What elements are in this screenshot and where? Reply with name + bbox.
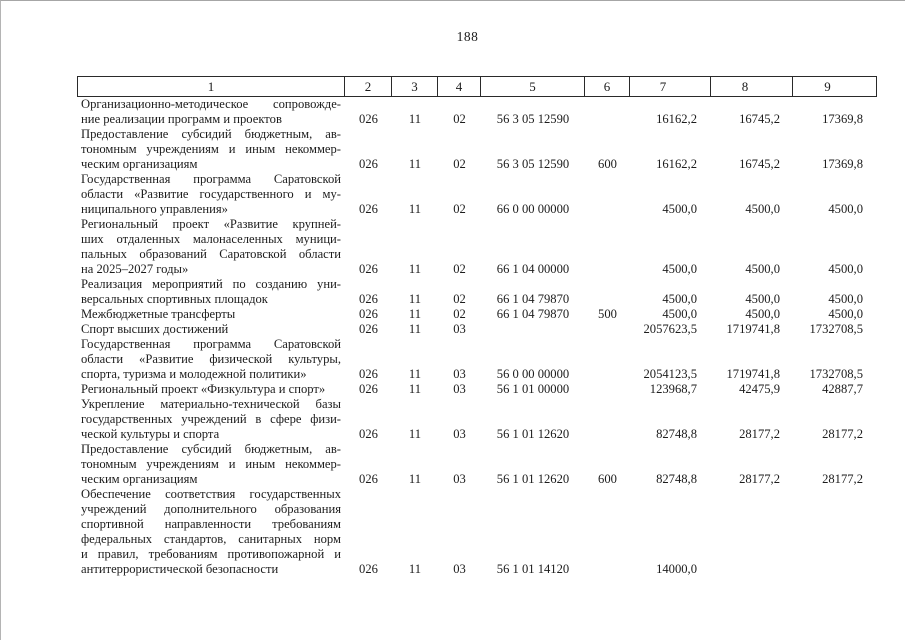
program-name-cell (77, 217, 345, 277)
col8-amount-cell: 4500,0 (745, 292, 780, 306)
col6-expense-type-cell: 500 (598, 307, 617, 321)
col9-amount-cell: 17369,8 (822, 157, 863, 171)
col3-code-cell: 11 (408, 112, 422, 126)
col2-code-cell: 026 (359, 322, 378, 336)
table-row (77, 217, 877, 277)
program-name-line: Предоставление субсидий бюджетным, ав- (81, 442, 341, 456)
col4-code-cell: 03 (453, 562, 466, 576)
page-number: 188 (456, 29, 479, 44)
table-header-row (77, 76, 877, 97)
col8-amount-cell: 1719741,8 (726, 367, 780, 381)
col6-expense-type-cell: 600 (598, 472, 617, 486)
col2-code-cell: 026 (359, 202, 378, 216)
table-row (77, 337, 877, 382)
program-name-line: ческим организациям (81, 472, 198, 486)
table-row (77, 382, 877, 397)
program-name-cell (77, 487, 345, 577)
program-name-cell (77, 277, 345, 307)
col7-amount-cell: 16162,2 (656, 112, 697, 126)
program-name-cell (77, 322, 345, 337)
program-name-line: пальных образований Саратовской области (81, 247, 341, 261)
header-cell-5: 5 (481, 76, 585, 97)
col4-code-cell: 03 (453, 367, 466, 381)
program-name-cell (77, 172, 345, 217)
header-cell-6: 6 (585, 76, 630, 97)
col6-expense-type-cell: 600 (598, 157, 617, 171)
col7-amount-cell: 123968,7 (649, 382, 697, 396)
program-name-line: Обеспечение соответствия государственных (81, 487, 341, 501)
col8-amount-cell: 1719741,8 (726, 322, 780, 336)
header-cell-1: 1 (77, 76, 345, 97)
col3-code-cell: 11 (408, 562, 422, 576)
col3-code-cell: 11 (408, 292, 422, 306)
program-name-line: области «Развитие государственного и му- (81, 187, 341, 201)
program-name-line: спорта, туризма и молодежной политики» (81, 367, 307, 381)
col7-amount-cell: 2057623,5 (643, 322, 697, 336)
col5-target-article-cell: 66 1 04 79870 (496, 292, 570, 306)
col4-code-cell: 03 (453, 472, 466, 486)
program-name-line: антитеррористической безопасности (81, 562, 279, 576)
table-row (77, 322, 877, 337)
col9-amount-cell: 42887,7 (822, 382, 863, 396)
program-name-line: Государственная программа Саратовской (81, 172, 341, 186)
col4-code-cell: 03 (453, 322, 466, 336)
program-name-line: Реализация мероприятий по созданию уни- (81, 277, 341, 291)
col2-code-cell: 026 (359, 367, 378, 381)
program-name-line: Государственная программа Саратовской (81, 337, 341, 351)
program-name-line: Организационно-методическое сопровожде- (81, 97, 341, 111)
col9-amount-cell: 4500,0 (828, 202, 863, 216)
col5-target-article-cell: 56 3 05 12590 (496, 112, 570, 126)
col3-code-cell: 11 (408, 472, 422, 486)
col2-code-cell: 026 (359, 112, 378, 126)
table-row (77, 127, 877, 172)
col9-amount-cell: 4500,0 (828, 262, 863, 276)
col8-amount-cell: 4500,0 (745, 307, 780, 321)
col8-amount-cell: 42475,9 (739, 382, 780, 396)
program-name-line: учреждений дополнительного образования (81, 502, 341, 516)
col3-code-cell: 11 (408, 427, 422, 441)
col3-code-cell: 11 (408, 157, 422, 171)
col2-code-cell: 026 (359, 262, 378, 276)
col3-code-cell: 11 (408, 367, 422, 381)
col8-amount-cell: 4500,0 (745, 262, 780, 276)
program-name-cell (77, 337, 345, 382)
program-name-line: ческим организациям (81, 157, 198, 171)
col9-amount-cell: 28177,2 (822, 472, 863, 486)
header-cell-4: 4 (438, 76, 481, 97)
col8-amount-cell: 16745,2 (739, 112, 780, 126)
table-row (77, 487, 877, 577)
header-cell-8: 8 (711, 76, 793, 97)
col2-code-cell: 026 (359, 562, 378, 576)
col2-code-cell: 026 (359, 427, 378, 441)
col4-code-cell: 03 (453, 382, 466, 396)
col5-target-article-cell: 56 1 01 12620 (496, 472, 570, 486)
program-name-cell (77, 307, 345, 322)
header-cell-3: 3 (392, 76, 438, 97)
col4-code-cell: 02 (453, 262, 466, 276)
program-name-line: тономным учреждениям и иным некоммер- (81, 142, 341, 156)
col8-amount-cell: 16745,2 (739, 157, 780, 171)
col4-code-cell: 02 (453, 202, 466, 216)
col4-code-cell: 03 (453, 427, 466, 441)
program-name-line: Укрепление материально-технической базы (81, 397, 341, 411)
col7-amount-cell: 16162,2 (656, 157, 697, 171)
col5-target-article-cell: 66 1 04 00000 (496, 262, 570, 276)
col7-amount-cell: 2054123,5 (643, 367, 697, 381)
col4-code-cell: 02 (453, 307, 466, 321)
col7-amount-cell: 82748,8 (656, 427, 697, 441)
col2-code-cell: 026 (359, 307, 378, 321)
col9-amount-cell: 28177,2 (822, 427, 863, 441)
program-name-line: государственных учреждений в сфере физи- (81, 412, 341, 426)
program-name-line: Межбюджетные трансферты (81, 307, 236, 321)
program-name-line: Региональный проект «Физкультура и спорт» (81, 382, 326, 396)
col5-target-article-cell: 56 1 01 00000 (496, 382, 570, 396)
col2-code-cell: 026 (359, 292, 378, 306)
col9-amount-cell: 17369,8 (822, 112, 863, 126)
program-name-line: на 2025–2027 годы» (81, 262, 189, 276)
col3-code-cell: 11 (408, 307, 422, 321)
col3-code-cell: 11 (408, 262, 422, 276)
table-body (77, 97, 877, 577)
table-row (77, 277, 877, 307)
col5-target-article-cell: 56 3 05 12590 (496, 157, 570, 171)
col5-target-article-cell: 56 1 01 14120 (496, 562, 570, 576)
col9-amount-cell: 4500,0 (828, 307, 863, 321)
col5-target-article-cell: 66 1 04 79870 (496, 307, 570, 321)
budget-table (77, 76, 877, 577)
program-name-line: Спорт высших достижений (81, 322, 229, 336)
table-row (77, 172, 877, 217)
header-cell-2: 2 (345, 76, 392, 97)
program-name-line: Предоставление субсидий бюджетным, ав- (81, 127, 341, 141)
col5-target-article-cell: 56 1 01 12620 (496, 427, 570, 441)
program-name-line: и правил, требованиям противопожарной и (81, 547, 341, 561)
col3-code-cell: 11 (408, 322, 422, 336)
col5-target-article-cell: 66 0 00 00000 (496, 202, 570, 216)
col7-amount-cell: 4500,0 (662, 202, 697, 216)
program-name-line: ние реализации программ и проектов (81, 112, 282, 126)
table-row (77, 397, 877, 442)
col3-code-cell: 11 (408, 202, 422, 216)
col7-amount-cell: 82748,8 (656, 472, 697, 486)
col9-amount-cell: 4500,0 (828, 292, 863, 306)
program-name-cell (77, 382, 345, 397)
program-name-line: области «Развитие физической культуры, (81, 352, 341, 366)
table-row (77, 442, 877, 487)
header-cell-7: 7 (630, 76, 711, 97)
program-name-line: тономным учреждениям и иным некоммер- (81, 457, 341, 471)
col2-code-cell: 026 (359, 472, 378, 486)
col7-amount-cell: 4500,0 (662, 307, 697, 321)
program-name-line: спортивной направленности требованиям (81, 517, 341, 531)
program-name-line: ших отдаленных малонаселенных муници- (81, 232, 341, 246)
program-name-line: ниципального управления» (81, 202, 228, 216)
col4-code-cell: 02 (453, 292, 466, 306)
col7-amount-cell: 14000,0 (656, 562, 697, 576)
col9-amount-cell: 1732708,5 (809, 367, 863, 381)
table-row (77, 307, 877, 322)
col7-amount-cell: 4500,0 (662, 292, 697, 306)
col4-code-cell: 02 (453, 112, 466, 126)
header-cell-9: 9 (793, 76, 877, 97)
col3-code-cell: 11 (408, 382, 422, 396)
col2-code-cell: 026 (359, 157, 378, 171)
program-name-line: Региональный проект «Развитие крупней- (81, 217, 341, 231)
table-row (77, 97, 877, 127)
col9-amount-cell: 1732708,5 (809, 322, 863, 336)
col8-amount-cell: 4500,0 (745, 202, 780, 216)
col4-code-cell: 02 (453, 157, 466, 171)
col5-target-article-cell: 56 0 00 00000 (496, 367, 570, 381)
col8-amount-cell: 28177,2 (739, 427, 780, 441)
col8-amount-cell: 28177,2 (739, 472, 780, 486)
col7-amount-cell: 4500,0 (662, 262, 697, 276)
program-name-cell (77, 442, 345, 487)
col2-code-cell: 026 (359, 382, 378, 396)
program-name-cell (77, 97, 345, 127)
program-name-line: версальных спортивных площадок (81, 292, 268, 306)
program-name-cell (77, 127, 345, 172)
program-name-line: ческой культуры и спорта (81, 427, 220, 441)
program-name-cell (77, 397, 345, 442)
program-name-line: федеральных стандартов, санитарных норм (81, 532, 341, 546)
